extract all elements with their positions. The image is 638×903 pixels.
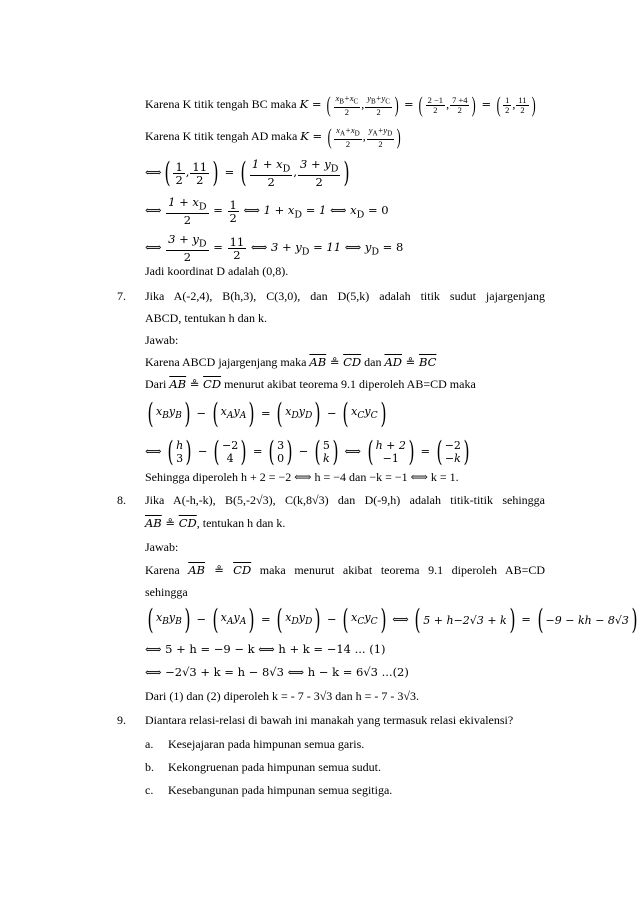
- conclusion-d: Jadi koordinat D adalah (0,8).: [145, 264, 289, 278]
- answer-8-line-1: Karena $\overline{AB}$ ≗ $\overline{CD}$ maka menurut akibat teorema 9.1 diperoleh AB=CD: [145, 563, 546, 577]
- answer-7-line-2: Dari $\overline{AB}$ ≗ $\overline{CD}$ menurut akibat teorema 9.1 diperoleh AB=CD maka: [145, 377, 476, 391]
- question-7-text-2: ABCD, tentukan h dan k.: [145, 311, 267, 325]
- answer-7-result: Sehingga diperoleh h + 2 = −2 ⟺ h = −4 dan −k = −1 ⟺ k = 1.: [145, 470, 459, 484]
- line-equation-xd: ⟺ $\frac{1 + x_D}{2}$ = $\frac{1}{2}$ ⟺ $1 + x_D = 1$ ⟺ $x_D = 0$: [145, 195, 389, 228]
- question-8-number: 8.: [117, 493, 126, 507]
- answer-7-line-1: Karena ABCD jajargenjang maka $\overline{AB}$ ≗ $\overline{CD}$ dan $\overline{AD}$ ≗ $\overline{BC}$: [145, 355, 437, 369]
- answer-8-eq-2: ⟺ −2√3 + k = h − 8√3 ⟺ h − k = 6√3 ...(2): [145, 665, 409, 679]
- question-9-text: Diantara relasi-relasi di bawah ini manakah yang termasuk relasi ekivalensi?: [145, 713, 514, 727]
- question-7-number: 7.: [117, 289, 126, 303]
- answer-7-label: Jawab:: [145, 333, 179, 347]
- line-equation-yd: ⟺ $\frac{3 + y_D}{2}$ = $\frac{11}{2}$ ⟺ $3 + y_D = 11$ ⟺ $y_D = 8$: [145, 232, 404, 265]
- answer-7-vector-values: ⟺ ( h 3 ) − ( −2 4 ) = ( 3 0 ) − ( 5 k) ⟺ ( h + 2 −1 ) = ( −2 −k): [145, 435, 470, 468]
- answer-8-vector-eq: ( $x_By_B$) − ( $x_Ay_A$) = ( $x_Dy_D$) − ( $x_Cy_C$) ⟺ ( 5 + h−2√3 + k) = ( −9 − kh − 8√3): [147, 603, 638, 636]
- question-8-text-2: $\overline{AB}$ ≗ $\overline{CD}$, tentukan h dan k.: [145, 516, 286, 530]
- answer-8-result: Dari (1) dan (2) diperoleh k = - 7 - 3√3 dan h = - 7 - 3√3.: [145, 689, 419, 703]
- answer-8-eq-1: ⟺ 5 + h = −9 − k ⟺ h + k = −14 ... (1): [145, 642, 386, 656]
- answer-8-sehingga: sehingga: [145, 585, 188, 599]
- line-k-bc: Karena K titik tengah BC maka K = ( $\frac{x_B+x_C}{2}$ , $\frac{y_B+y_C}{2}$ ) = ( $\frac{2 -1}{2}$ , $\frac{7 +4}{2}$ ) = ( $\frac{1}{2}$ , $\frac{11}{2}$ ): [145, 92, 536, 118]
- answer-8-label: Jawab:: [145, 540, 179, 554]
- answer-7-vector-eq: ( $x_By_B$) − ( $x_Ay_A$) = ( $x_Dy_D$) − ( $x_Cy_C$): [147, 397, 387, 430]
- line-equation-1: ⟺( $\frac{1}{2}$ , $\frac{11}{2}$ ) = ( $\frac{1 + x_D}{2}$ , $\frac{3 + y_D}{2}$ ): [145, 156, 350, 190]
- option-b: b. Kekongruenan pada himpunan semua sudut.: [145, 760, 381, 774]
- question-7-text: Jika A(-2,4), B(h,3), C(3,0), dan D(5,k) adalah titik sudut jajargenjang: [145, 289, 545, 303]
- option-a: a. Kesejajaran pada himpunan semua garis.: [145, 737, 365, 751]
- question-9-number: 9.: [117, 713, 126, 727]
- line-k-ad: Karena K titik tengah AD maka K = ( $\frac{x_A+x_D}{2}$ , $\frac{y_A+y_D}{2}$ ): [145, 124, 401, 150]
- question-8-text: Jika A(-h,-k), B(5,-2√3), C(k,8√3) dan D(-9,h) adalah titik-titik sehingga: [145, 493, 545, 507]
- option-c: c. Kesebangunan pada himpunan semua segitiga.: [145, 783, 393, 797]
